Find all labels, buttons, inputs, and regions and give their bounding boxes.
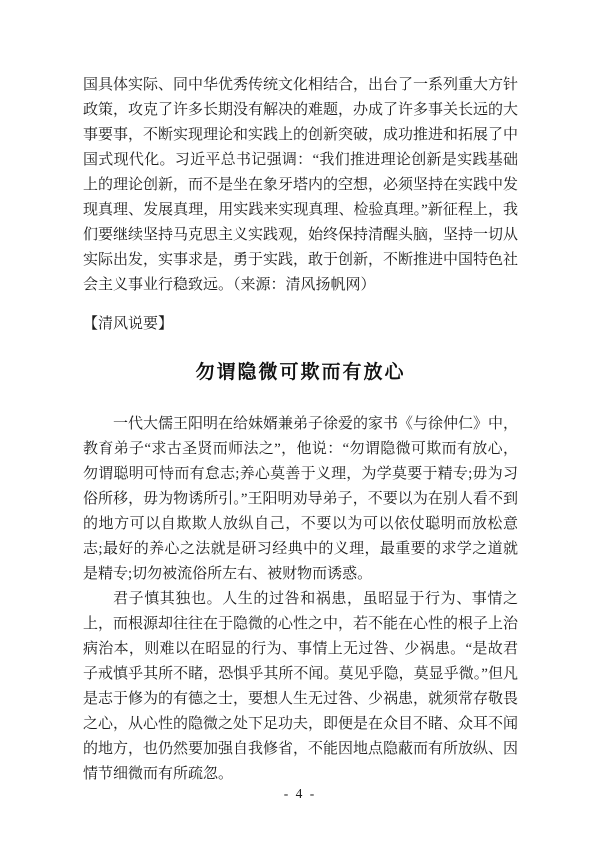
section-header: 【清风说要】: [83, 316, 174, 332]
article-title: 勿谓隐微可欺而有放心: [195, 362, 406, 383]
page-number: - 4 -: [283, 786, 317, 801]
paragraph-continuation: 国具体实际、同中华优秀传统文化相结合，出台了一系列重大方针政策，攻克了许多长期没有解决的难题，办成了许多事关长远的大事要事，不断实现理论和实践上的创新突破，成功推进和拓展了中国式现代化。习近平总书记强调：“我们推进理论创新是实践基础上的理论创新，而不是坐在象牙塔内的空想，必须坚持在实践中发现真理、发展真理，用实践来实现真理、检验真理。”新征程上，我们要继续坚持马克思主义实践观，始终保持清醒头脑，坚持一切从实际出发，实事求是，勇于实践，敢于创新，不断推进中国特色社会主义事业行稳致远。（来源：清风扬帆网）: [83, 77, 519, 293]
paragraph-body-2: 君子慎其独也。人生的过咎和祸患，虽昭显于行为、事情之上，而根源却往往在于隐微的心性之中，若不能在心性的根子上治病治本，则难以在昭显的行为、事情上无过咎、少祸患。“是故君子戒慎乎其所不睹，恐惧乎其所不闻。莫见乎隐，莫显乎微。”但凡是志于修为的有德之士，要想人生无过咎、少祸患，就须常存敬畏之心，从心性的隐微之处下足功夫，即便是在众目不睹、众耳不闻的地方，也仍然要加强自我修省，不能因地点隐蔽而有所放纵、因情节细微而有所疏忽。: [83, 591, 519, 782]
paragraph-body-1: 一代大儒王阳明在给妹婿兼弟子徐爱的家书《与徐仲仁》中，教育弟子“求古圣贤而师法之”，他说：“勿谓隐微可欺而有放心，勿谓聪明可恃而有怠志;养心莫善于义理，为学莫要于精专;毋为习俗所移，毋为物诱所引。”王阳明劝导弟子，不要以为在别人看不到的地方可以自欺欺人放纵自己，不要以为可以依仗聪明而放松意志;最好的养心之法就是研习经典中的义理，最重要的求学之道就是精专;切勿被流俗所左右、被财物而诱惑。: [83, 416, 519, 582]
